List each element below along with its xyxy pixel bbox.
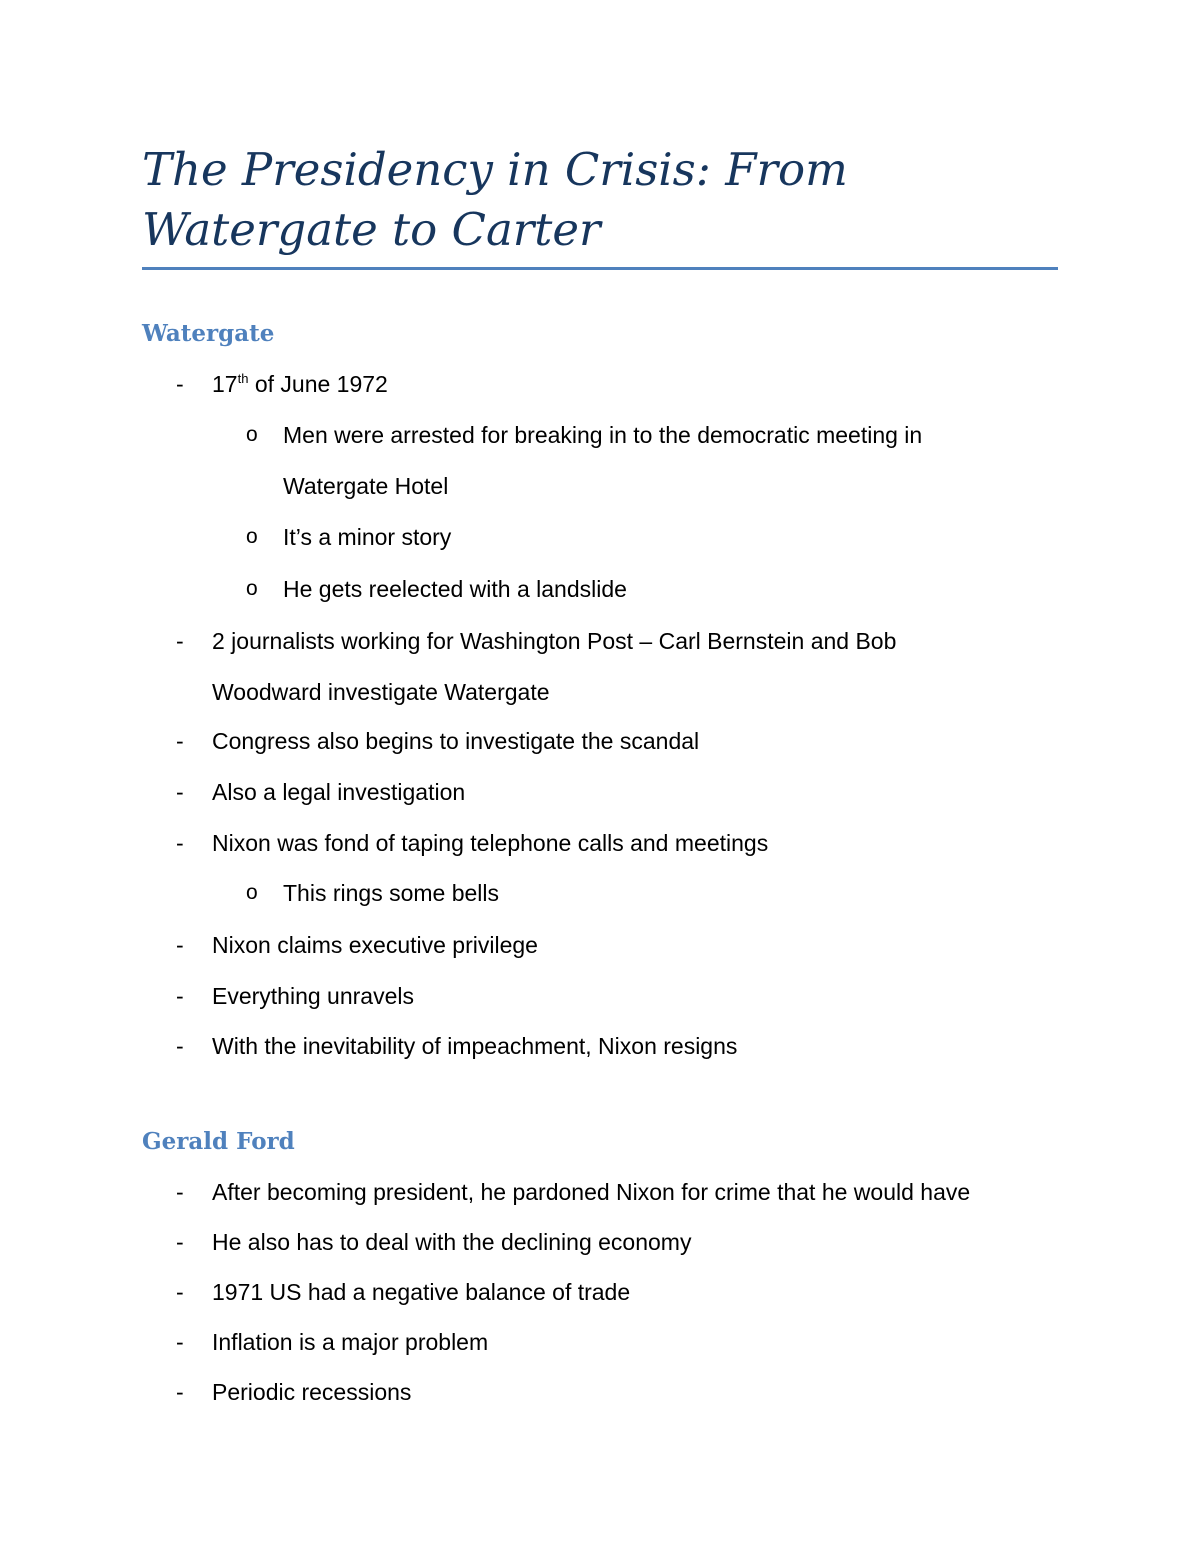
list-item-resigns: With the inevitability of impeachment, Nixon resigns — [212, 1033, 738, 1059]
sub-item-reelected: He gets reelected with a landslide — [283, 576, 627, 602]
bullet-circle: o — [246, 577, 258, 600]
bullet-dash: - — [176, 728, 184, 754]
bullet-dash: - — [176, 1033, 184, 1059]
list-item-privilege: Nixon claims executive privilege — [212, 932, 538, 958]
list-item-trade: 1971 US had a negative balance of trade — [212, 1279, 631, 1305]
sub-item-bells: This rings some bells — [283, 880, 500, 906]
bullet-dash: - — [176, 983, 184, 1009]
section-heading-watergate: Watergate — [142, 320, 275, 347]
bullet-dash: - — [176, 1329, 184, 1355]
bullet-dash: - — [176, 628, 184, 654]
bullet-dash: - — [176, 830, 184, 856]
list-item-date: 17th of June 1972 — [212, 371, 388, 397]
list-item-recessions: Periodic recessions — [212, 1379, 412, 1405]
bullet-dash: - — [176, 1179, 184, 1205]
sub-item-arrest-line2: Watergate Hotel — [283, 473, 449, 499]
bullet-circle: o — [246, 881, 258, 904]
title-underline — [142, 267, 1058, 270]
bullet-dash: - — [176, 371, 184, 397]
list-item-journalists-line2: Woodward investigate Watergate — [212, 679, 550, 705]
sub-item-minor-story: It’s a minor story — [283, 524, 452, 550]
list-item-pardon: After becoming president, he pardoned Nixon for crime that he would have — [212, 1179, 971, 1205]
bullet-dash: - — [176, 1229, 184, 1255]
bullet-circle: o — [246, 525, 258, 548]
bullet-dash: - — [176, 779, 184, 805]
bullet-circle: o — [246, 423, 258, 446]
bullet-dash: - — [176, 1279, 184, 1305]
sub-item-arrest-line1: Men were arrested for breaking in to the democratic meeting in — [283, 422, 923, 448]
list-item-legal: Also a legal investigation — [212, 779, 466, 805]
list-item-economy: He also has to deal with the declining economy — [212, 1229, 692, 1255]
section-heading-gerald-ford: Gerald Ford — [142, 1128, 295, 1155]
list-item-inflation: Inflation is a major problem — [212, 1329, 489, 1355]
list-item-unravels: Everything unravels — [212, 983, 414, 1009]
list-item-congress: Congress also begins to investigate the scandal — [212, 728, 700, 754]
page-title: The Presidency in Crisis: From Watergate to Carter — [142, 143, 848, 256]
list-item-journalists-line1: 2 journalists working for Washington Post – Carl Bernstein and Bob — [212, 628, 897, 654]
bullet-dash: - — [176, 1379, 184, 1405]
list-item-taping: Nixon was fond of taping telephone calls and meetings — [212, 830, 769, 856]
bullet-dash: - — [176, 932, 184, 958]
